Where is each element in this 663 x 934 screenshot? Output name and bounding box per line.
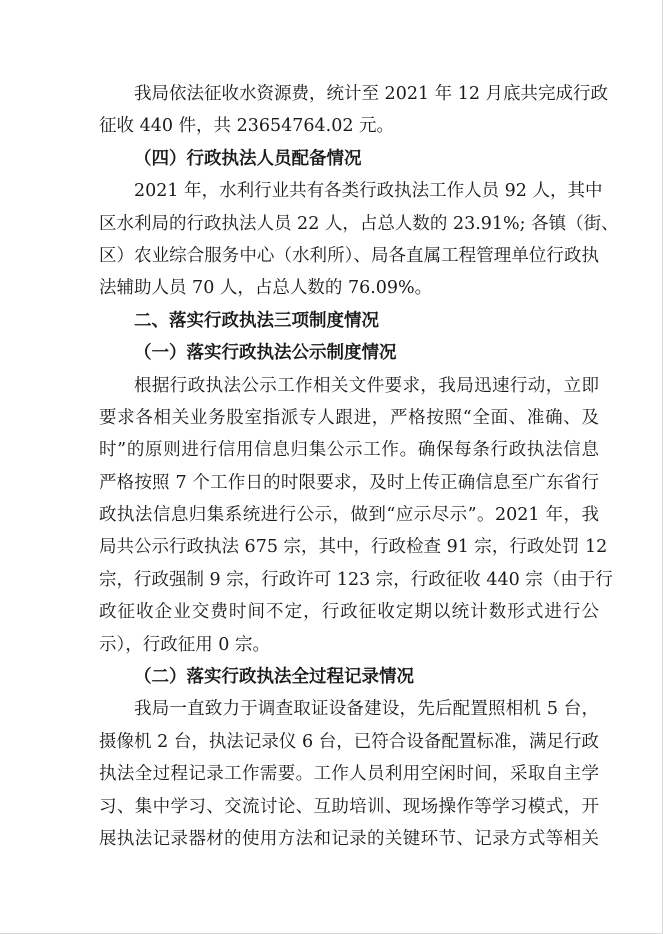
paragraph-line: 法辅助人员 70 人，占总人数的 76.09%。	[99, 278, 433, 299]
paragraph-line: 宗，行政强制 9 宗，行政许可 123 宗，行政征收 440 宗（由于行	[99, 569, 613, 590]
section-heading-1: （一）落实行政执法公示制度情况	[134, 343, 397, 364]
document-body	[99, 78, 619, 855]
paragraph-line: 区水利局的行政执法人员 22 人，占总人数的 23.91%; 各镇（街、	[99, 213, 619, 234]
paragraph-line: 政执法信息归集系统进行公示，做到“应示尽示”。2021 年，我	[99, 505, 599, 526]
section-heading-2: （二）落实行政执法全过程记录情况	[134, 667, 414, 688]
paragraph-line: 征收 440 件，共 23654764.02 元。	[99, 116, 395, 137]
section-heading-4: （四）行政执法人员配备情况	[134, 148, 362, 169]
paragraph-line: 我局依法征收水资源费，统计至 2021 年 12 月底共完成行政	[134, 84, 609, 104]
paragraph-line: 时”的原则进行信用信息归集公示工作。确保每条行政执法信息	[99, 440, 599, 461]
paragraph-line: 局共公示行政执法 675 宗，其中，行政检查 91 宗，行政处罚 12	[99, 537, 608, 558]
paragraph-line: 展执法记录器材的使用方法和记录的关键环节、记录方式等相关	[99, 828, 599, 849]
paragraph-line: 严格按照 7 个工作日的时限要求，及时上传正确信息至广东省行	[99, 472, 599, 493]
paragraph-line: 示），行政征用 0 宗。	[99, 634, 271, 655]
paragraph-line: 2021 年，水利行业共有各类行政执法工作人员 92 人，其中	[134, 181, 603, 202]
paragraph-line: 政征收企业交费时间不定，行政征收定期以统计数形式进行公	[99, 602, 599, 623]
paragraph-line: 我局一直致力于调查取证设备建设，先后配置照相机 5 台，	[134, 699, 599, 720]
paragraph-line: 区）农业综合服务中心（水利所）、局各直属工程管理单位行政执	[99, 245, 599, 266]
paragraph-line: 根据行政执法公示工作相关文件要求，我局迅速行动，立即	[134, 375, 599, 396]
chapter-heading-2: 二、落实行政执法三项制度情况	[134, 310, 379, 331]
paragraph-line: 要求各相关业务股室指派专人跟进，严格按照“全面、准确、及	[99, 407, 599, 428]
paragraph-line: 摄像机 2 台，执法记录仪 6 台，已符合设备配置标准，满足行政	[99, 731, 599, 752]
paragraph-line: 习、集中学习、交流讨论、互助培训、现场操作等学习模式，开	[99, 796, 599, 817]
paragraph-line: 执法全过程记录工作需要。工作人员利用空闲时间，采取自主学	[99, 764, 599, 785]
